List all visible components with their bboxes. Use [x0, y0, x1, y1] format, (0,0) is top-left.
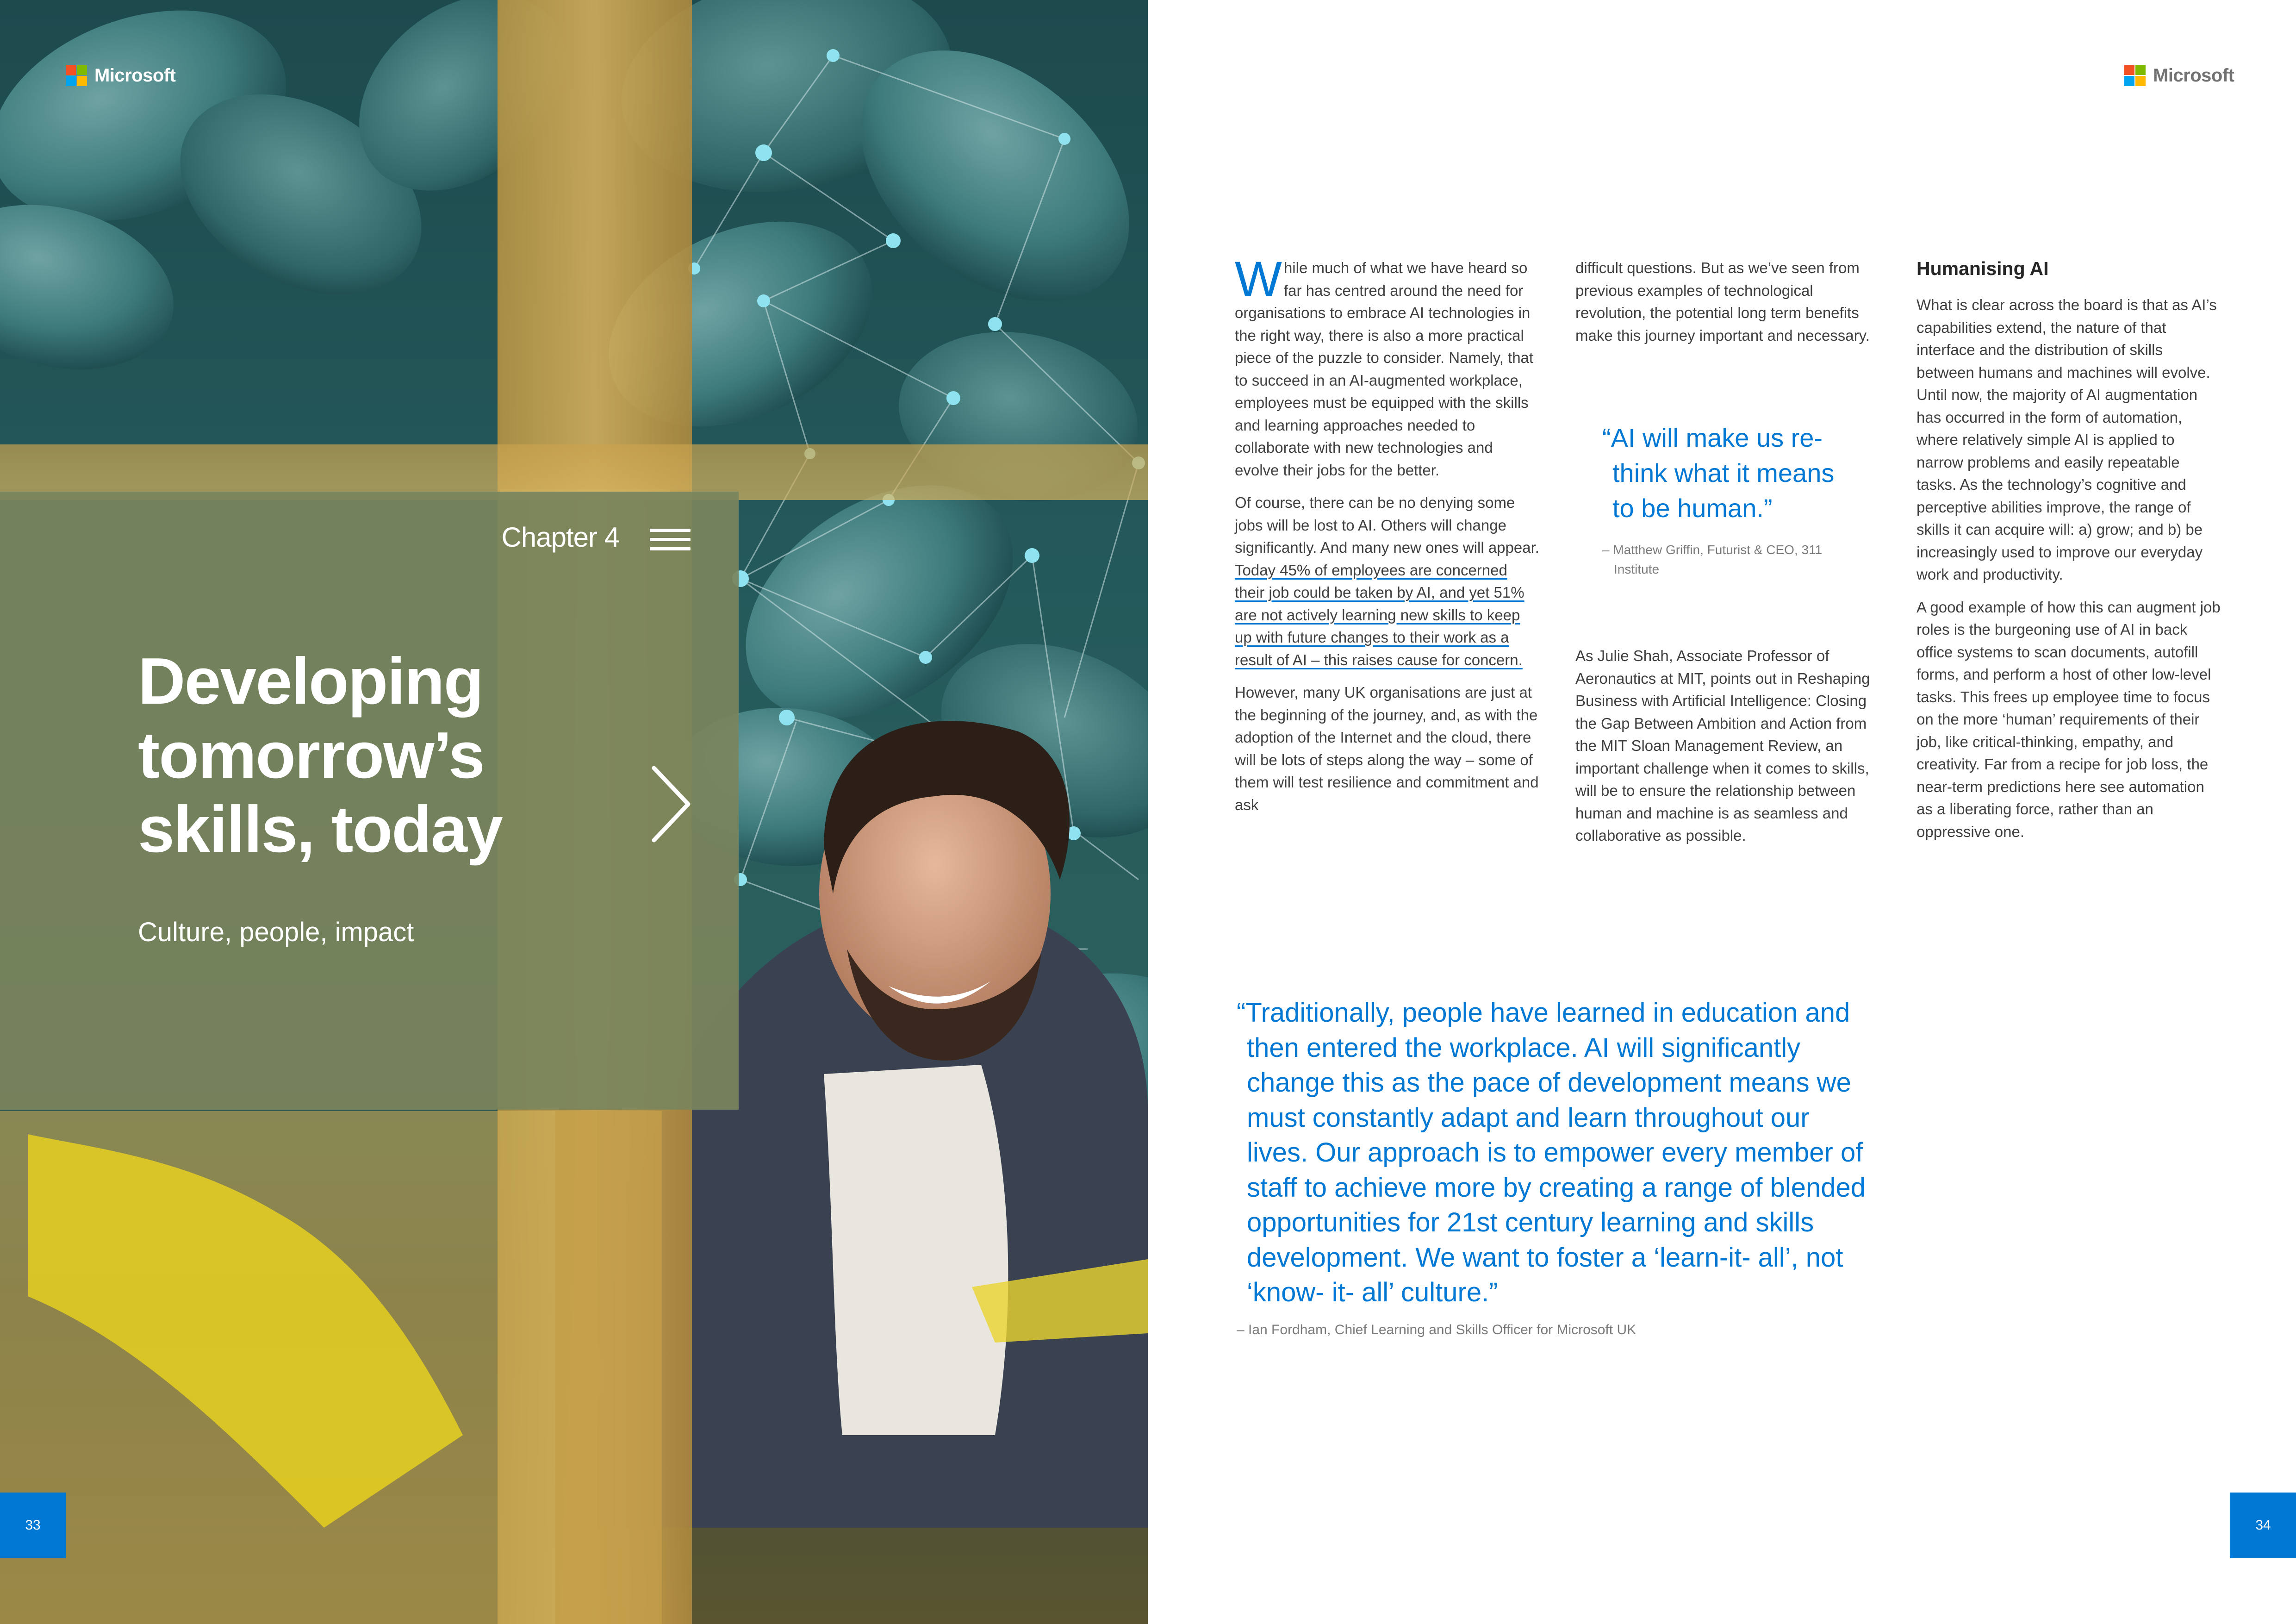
paragraph-text: hile much of what we have heard so far has centred around the need for organisations to embrace AI technologies in the right way, there is also a more practical piece of the puzzle to consider. Namely, that to succeed in an AI-augmented workplace, employees must be equipped with the skills and learning approaches needed to collaborate with new technologies and evolve their jobs for the better. — [1235, 259, 1534, 479]
pull-quote: “AI will make us re-think what it means to be human.” — [1602, 423, 1835, 523]
microsoft-logo[interactable] — [2124, 65, 2234, 86]
chapter-title-line: skills, today — [138, 793, 502, 866]
article-column-3 — [1916, 294, 2222, 853]
microsoft-logo-icon — [66, 65, 87, 86]
chapter-subtitle: Culture, people, impact — [138, 917, 414, 947]
microsoft-logo[interactable] — [66, 65, 176, 86]
microsoft-wordmark: Microsoft — [2153, 65, 2234, 86]
body-paragraph: As Julie Shah, Associate Professor of Aeronautics at MIT, points out in Reshaping Business with Artificial Intelligence: Closing the Gap Between Ambition and Action from the MIT Sloan Management Review, an important challenge when it comes to skills, will be to ensure the relationship between human and machine is as seamless and collaborative as possible. — [1575, 647, 1870, 844]
chapter-title — [138, 644, 647, 867]
body-paragraph — [1235, 492, 1540, 671]
body-paragraph: A good example of how this can augment job roles is the burgeoning use of AI in back office systems to scan documents, autofill forms, and perform a host of other low-level tasks. This frees up employee time to focus on the more ‘human’ requirements of their job, like critical-thinking, empathy, and creativity. Far from a recipe for job loss, the near-term predictions here see automation as a liberating force, rather than an oppressive one. — [1916, 598, 2221, 840]
microsoft-wordmark: Microsoft — [94, 65, 176, 86]
microsoft-logo-icon — [2124, 65, 2146, 86]
body-paragraph: What is clear across the board is that as AI’s capabilities extend, the nature of that interface and the distribution of skills between humans and machines will evolve. Until now, the majority of AI augmentation has occurred in the form of automation, where relatively simple AI is applied to narrow problems and easily repeatable tasks. As the technology’s cognitive and perceptive abilities improve, the range of skills it can acquire will: a) grow; and b) be increasingly used to improve our everyday work and productivity. — [1916, 296, 2217, 583]
chevron-right-icon[interactable] — [646, 762, 697, 846]
statistic-link[interactable]: Today 45% of employees are concerned their job could be taken by AI, and yet 51% are not actively learning new skills to keep up with future changes to their work as a result of AI – this raises cause for concern. — [1235, 561, 1524, 668]
body-paragraph: difficult questions. But as we’ve seen from previous examples of technological revolution, the potential long term benefits make this journey important and necessary. — [1575, 259, 1870, 344]
chapter-title-line: Developing — [138, 644, 483, 718]
paragraph-text: Of course, there can be no denying some jobs will be lost to AI. Others will change significantly. And many new ones will appear. — [1235, 494, 1539, 556]
drop-cap: W — [1235, 251, 1282, 307]
intro-paragraph — [1235, 251, 1540, 481]
article-column-2 — [1575, 257, 1881, 357]
article-column-2-lower — [1575, 645, 1881, 857]
featured-quote-attribution: – Ian Fordham, Chief Learning and Skills Officer for Microsoft UK — [1237, 1322, 1636, 1337]
chapter-title-panel — [0, 492, 739, 1110]
body-paragraph: However, many UK organisations are just at the beginning of the journey, and, as with the adoption of the Internet and the cloud, there will be lots of steps along the way – some of them will test resilience and commitment and ask — [1235, 684, 1539, 813]
chapter-title-line: tomorrow’s — [138, 718, 484, 792]
article-column-1 — [1235, 251, 1540, 826]
featured-quote: “Traditionally, people have learned in education and then entered the workplace. AI will significantly change this as the pace of development means we must constantly adapt and learn throughout our lives. Our approach is to empower every member of staff to achieve more by creating a range of blended opportunities for 21st century learning and skills development. We want to foster a ‘learn-it- all’, not ‘know- it- all’ culture.” — [1237, 998, 1866, 1307]
pull-quote-attribution: – Matthew Griffin, Futurist & CEO, 311 Institute — [1602, 543, 1823, 576]
chapter-label: Chapter 4 — [501, 522, 619, 553]
hamburger-menu-icon[interactable] — [650, 529, 691, 551]
section-heading: Humanising AI — [1916, 258, 2049, 279]
page-number: 33 — [0, 1493, 66, 1558]
page-number: 34 — [2230, 1493, 2296, 1558]
